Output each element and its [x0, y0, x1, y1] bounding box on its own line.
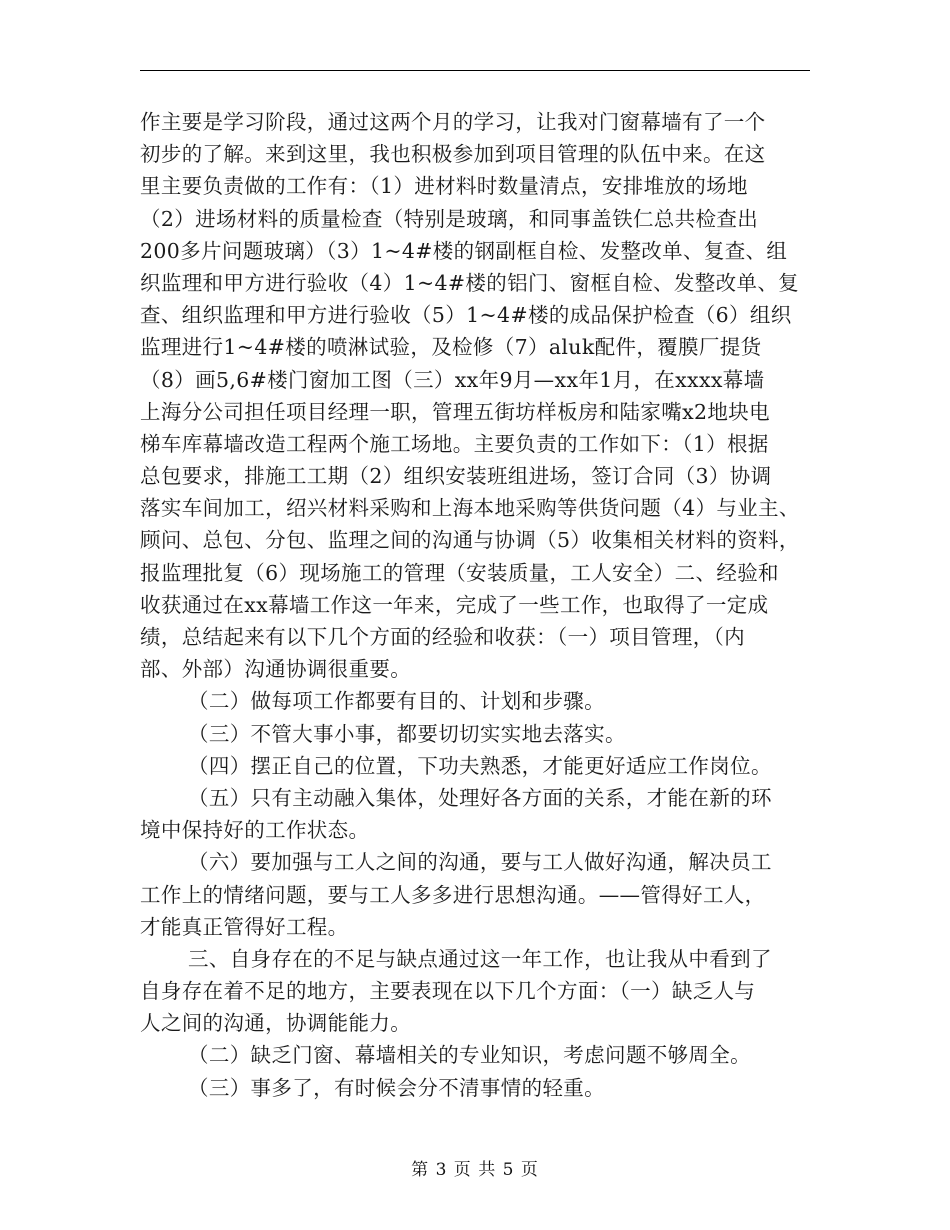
- text-line: （六）要加强与工人之间的沟通，要与工人做好沟通，解决员工: [188, 850, 772, 875]
- text-line: （二）缺乏门窗、幕墙相关的专业知识，考虑问题不够周全。: [188, 1043, 751, 1068]
- text-line: 收获通过在xx幕墙工作这一年来，完成了一些工作，也取得了一定成: [140, 592, 769, 617]
- text-line: 上海分公司担任项目经理一职，管理五街坊样板房和陆家嘴x2地块电: [140, 399, 770, 424]
- text-line: 人之间的沟通，协调能能力。: [140, 1011, 412, 1036]
- document-body: [140, 106, 812, 1104]
- text-line: 总包要求，排施工工期（2）组织安装班组进场，签订合同（3）协调: [140, 464, 772, 489]
- text-line: 织监理和甲方进行验收（4）1~4#楼的铝门、窗框自检、发整改单、复: [140, 270, 800, 295]
- text-line: 里主要负责做的工作有：（1）进材料时数量清点，安排堆放的场地: [140, 174, 748, 199]
- text-line: 绩，总结起来有以下几个方面的经验和收获：（一）项目管理，（内: [140, 625, 745, 649]
- text-line: 自身存在着不足的地方，主要表现在以下几个方面：（一）缺乏人与: [140, 979, 756, 1004]
- header-rule: [140, 70, 810, 71]
- text-line: （三）不管大事小事，都要切切实实地去落实。: [188, 721, 626, 746]
- text-line: 监理进行1~4#楼的喷淋试验，及检修（7）aluk配件，覆膜厂提货: [140, 335, 762, 360]
- text-line: 报监理批复（6）现场施工的管理（安装质量，工人安全）二、经验和: [140, 560, 779, 585]
- text-line: 查、组织监理和甲方进行验收（5）1~4#楼的成品保护检查（6）组织: [140, 303, 792, 328]
- text-line: （三）事多了，有时候会分不清事情的轻重。: [188, 1075, 605, 1100]
- text-line: （8）画5,6#楼门窗加工图（三）xx年9月—xx年1月，在xxxx幕墙: [140, 367, 765, 392]
- text-line: （四）摆正自己的位置，下功夫熟悉，才能更好适应工作岗位。: [188, 753, 772, 778]
- text-line: 三、自身存在的不足与缺点通过这一年工作，也让我从中看到了: [188, 946, 772, 971]
- text-line: 梯车库幕墙改造工程两个施工场地。主要负责的工作如下：（1）根据: [140, 431, 769, 456]
- text-line: 作主要是学习阶段，通过这两个月的学习，让我对门窗幕墙有了一个: [140, 110, 766, 134]
- text-line: 部、外部）沟通协调很重要。: [140, 657, 412, 682]
- page-number-footer: 第 3 页 共 5 页: [411, 1160, 539, 1180]
- text-line: 200多片问题玻璃）（3）1~4#楼的钢副框自检、发整改单、复查、组: [140, 238, 788, 263]
- text-line: 才能真正管得好工程。: [140, 914, 349, 939]
- text-line: 工作上的情绪问题，要与工人多多进行思想沟通。——管得好工人，: [140, 882, 766, 907]
- text-line: 落实车间加工，绍兴材料采购和上海本地采购等供货问题（4）与业主、: [140, 496, 800, 521]
- text-line: 境中保持好的工作状态。: [140, 818, 370, 843]
- text-line: （五）只有主动融入集体，处理好各方面的关系，才能在新的环: [188, 785, 772, 810]
- text-line: （2）进场材料的质量检查（特别是玻璃，和同事盖铁仁总共检查出: [140, 206, 759, 231]
- text-line: 顾问、总包、分包、监理之间的沟通与协调（5）收集相关材料的资料，: [140, 528, 800, 553]
- text-line: 初步的了解。来到这里，我也积极参加到项目管理的队伍中来。在这: [140, 142, 766, 167]
- text-line: （二）做每项工作都要有目的、计划和步骤。: [188, 689, 605, 714]
